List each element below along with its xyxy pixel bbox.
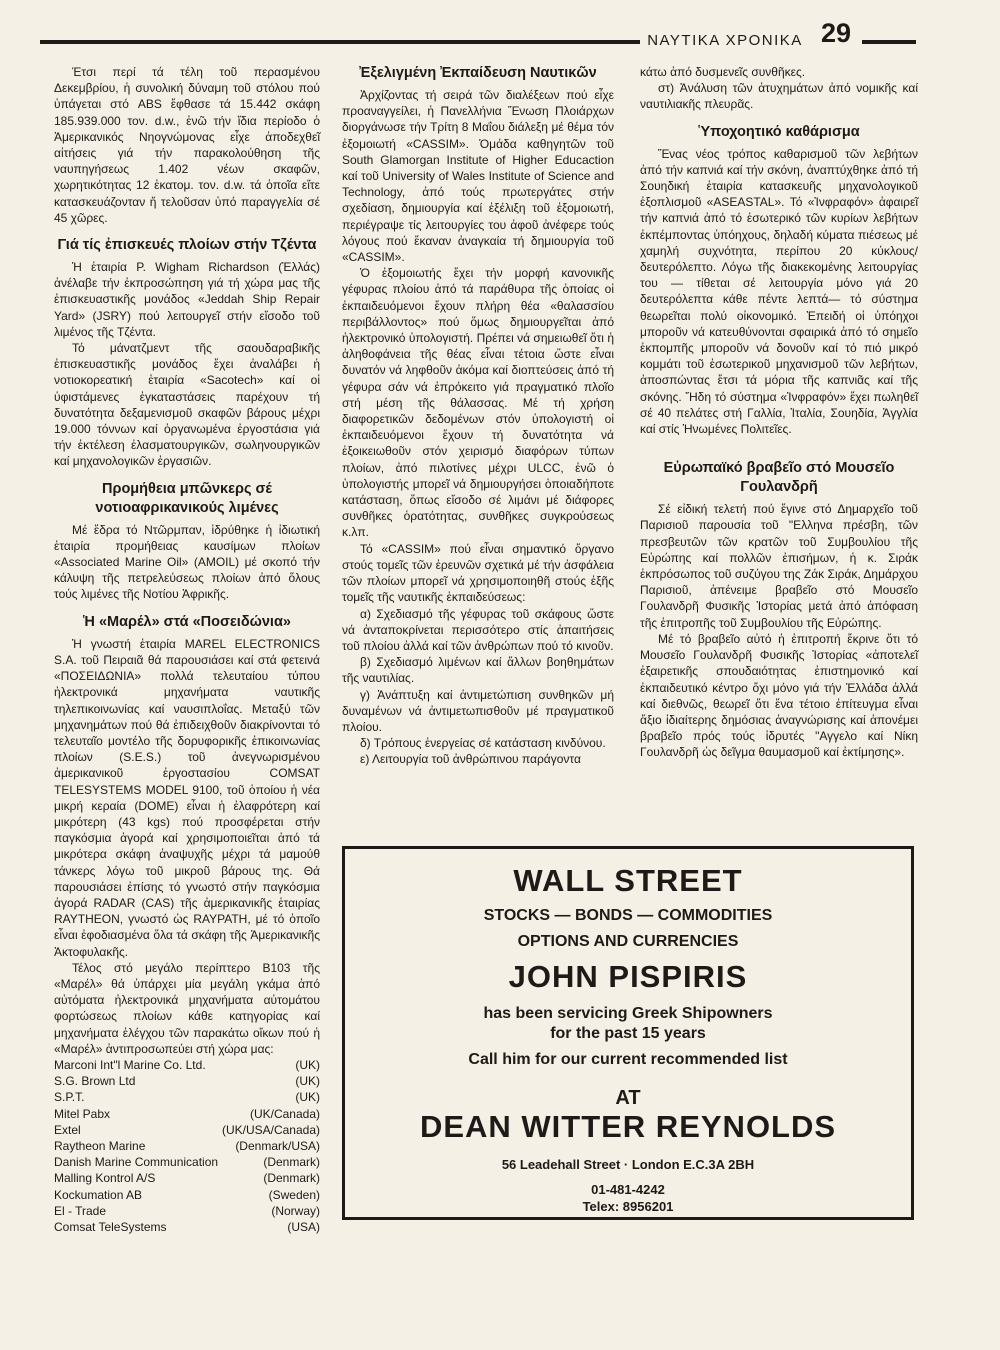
intro-paragraph: Έτσι περί τά τέλη τοῦ περασμένου Δεκεμβρίου, ἡ συνολική δύναμη τοῦ στόλου πού ὑπάγεται στό ABS ἔφθασε τά 15.442 σκάφη 185.939.000 τον. d.w., ἐνῶ τήν ἴδια περίοδο ὁ Ἀμερικανικός Νηογνώμονας εἶχε ἀποδεχθεῖ αἰτήσεις γιά τήν παρακολούθηση τῆς ναυπηγήσεως 1.402 νέων σκαφῶν, χωρητικότητας 12 ἑκατομ. τον. d.w. τά ὁποῖα εἴτε κατασκευάζονταν ἤ τελοῦσαν ὑπό παραγγελία σέ 45 χῶρες. [54,65,320,225]
heading-marel: Ἡ «Μαρέλ» στά «Ποσειδώνια» [83,613,291,630]
ad-stocks-line: STOCKS — BONDS — COMMODITIES [483,907,773,924]
heading-bunkers: Προμήθεια μπῶνκερς σέ νοτιοαφρικανικούς λιμένες [95,480,279,516]
jeddah-paragraph-1: Ἡ ἑταιρία P. Wigham Richardson (Ἑλλάς) ἀνέλαβε τήν ἐκπροσώπηση γιά τή χώρα μας τῆς ἐπισκευαστικῆς μονάδος «Jeddah Ship Repair Yard» (JSRY) πού λειτουργεῖ στήν εἴσοδο τοῦ λιμένος τῆς Τζέντα. [54,260,320,339]
supplier-row: Comsat TeleSystems (USA) [54,1220,320,1234]
supplier-row: Mitel Pabx (UK/Canada) [54,1106,320,1121]
bunkers-paragraph: Μέ ἕδρα τό Ντῶρμπαν, ἱδρύθηκε ἡ ἰδιωτική ἑταιρία προμήθειας καυσίμων πλοίων «Associated Marine Oil» (AMOIL) μέ σκοπό τήν κάλυψη τῆς πετρελεύσεως πλοίων ἀπό ὅλους τούς λιμένες τῆς Νοτίου Ἀφρικῆς. [54,522,320,602]
ad-dean-witter: DEAN WITTER REYNOLDS [419,1109,837,1144]
heading-training: Ἐξελιγμένη Ἐκπαίδευση Ναυτικῶν [359,65,597,81]
ad-years-line: for the past 15 years [550,1025,706,1042]
training-paragraph-1: Ἀρχίζοντας τή σειρά τῶν διαλέξεων πού εἶχε προαναγγείλει, ἡ Πανελλήνια Ἕνωση Πλοιάρχων διοργάνωσε τήν Τρίτη 8 Μαΐου διάλεξη μέ θέμα τόν ἐξομοιωτή «CASSIM». Ὁμάδα καθηγητῶν τοῦ South Glamorgan Institute of Higher Educaction καί τοῦ University of Wales Institute of Science and Technology, ἀπό τούς πρωτεργάτες στήν σχεδίαση, δημιουργία καί ἐξέλιξη τοῦ ἐξομοιωτή, περιέγραψε τίς λειτουργίες του ἀφοῦ ἀνέφερε τούς λόγους πού ἔκαναν ἀναγκαία τή δημιουργία τοῦ «CASSIM». [342,88,614,265]
training-paragraph-2: Ὁ ἐξομοιωτής ἔχει τήν μορφή κανονικῆς γέφυρας πλοίου ἀπό τά παράθυρα τῆς ὁποίας οἱ ἐκπαιδευόμενοι ἔχουν πλήρη θέα «θαλασσίου περιβάλλοντος» πού ὅμως δημιουργεῖται ἀπό ἠλεκτρονικό ὑπολογιστή. Πρέπει νά σημειωθεῖ ὅτι ἡ ἀληθοφάνεια τῆς θέας εἶναι τέτοια ὥστε εἶναι δυνατόν νά ληφθοῦν ἀκόμα καί διοπτεύσεις ἀπό τή γέφυρα σάν νά ἐπρόκειτο γιά πραγματικό πλοῖο στή μέση τῆς θάλασσας. Μέ τή χρήση διαφορετικῶν δεδομένων στόν ὑπολογιστή οἱ ἐκπαιδευόμενοι ἔχουν τή δυνατότητα νά ἐξοικειωθοῦν στόν χειρισμό διαφόρων τύπων πλοίων, ἀπό πιλοτίνες μέχρι ULCC, ἐνῶ ὁ ὑπολογιστής μπορεῖ νά δημιουργήσει ὁποιαδήποτε κατάσταση, ὅπως εἴσοδο σέ λιμάνι μέ διάφορες συνθῆκες ὁρατότητας, συνθῆκες συγκρούσεως κ.λπ. [342,266,614,540]
training-paragraph-3: Τό «CASSIM» πού εἶναι σημαντικό ὄργανο στούς τομεῖς τῶν ἐρευνῶν σχετικά μέ τήν ἀσφάλεια τῶν πλοίων μπορεῖ νά χρησιμοποιηθῆ στούς ἑξῆς τομεῖς τῆς ναυτικῆς ἐκπαιδεύσεως: [342,541,614,605]
ad-servicing-line: has been servicing Greek Shipowners [483,1005,773,1022]
column-right [640,64,918,761]
supplier-row: Extel (UK/USA/Canada) [54,1122,320,1137]
ad-phone: 01-481-4242 [591,1182,665,1197]
supplier-row: Danish Marine Communication (Denmark) [54,1155,320,1170]
supplier-list [54,1057,320,1235]
advertisement-box [342,846,914,1220]
heading-jeddah: Γιά τίς ἐπισκευές πλοίων στήν Τζέντα [57,237,317,254]
ultrasonic-paragraph: Ἕνας νέος τρόπος καθαρισμοῦ τῶν λεβήτων ἀπό τήν καπνιά καί τήν σκόνη, ἀναπτύχθηκε ἀπό τή Σουηδική ἑταιρία κατασκευῆς μηχανολογικοῦ ἐξοπλισμοῦ «ASEASTAL». Τό «Ἰνφραφόν» ἀφαιρεῖ τήν καπνιά ἀπό τό ἐσωτερικό τῶν κυρίων λεβήτων ἐκπέμποντας ὑπόηχους, δηλαδή κύματα πιέσεως μέ χαμηλή συχνότητα, περίπου 20 κύκλους/ δευτερόλεπτο. Λόγω τῆς διακεκομένης λειτουργίας του — τίθεται σέ λειτουργία μόνο γιά 20 δευτερόλεπτα κάθε πέντε λεπτά— τό σύστημα θεωρεῖται πολύ οἰκονομικό. Ἐπειδή οἱ ὑπόηχοι μποροῦν νά κατευθύνονται σφαιρικά ἀπό τό σημεῖο ἐκπομπῆς μποροῦν νά δονοῦν καί τό πιό μικρό κομμάτι τοῦ ἐσωτερικοῦ μηχανισμοῦ τῶν λεβήτων, ἀποσπώντας ἔτσι τά μόρια τῆς καπνιᾶς καί τῆς σκόνης. Ἤδη τό σύστημα «Ἰνφραφόν» ἔχει πωληθεῖ σέ 40 πελάτες στή Γαλλία, Ἰταλία, Σουηδία, Ἀγγλία καί στίς Ἡνωμένες Πολιτεῖες. [640,146,918,437]
ad-telex: Telex: 8956201 [582,1199,674,1214]
column-left [54,64,320,1235]
list-item-st: στ) Ἀνάλυση τῶν ἀτυχημάτων ἀπό νομικῆς καί ναυτιλιακῆς πλευρᾶς. [640,81,918,112]
list-item-e: ε) Λειτουργία τοῦ ἀνθρώπινου παράγοντα [360,752,581,767]
supplier-row: S.P.T. (UK) [54,1090,320,1105]
running-title: ΝΑΥΤΙΚΑ ΧΡΟΝΙΚΑ [647,32,803,49]
ad-call-line: Call him for our current recommended list [468,1051,788,1068]
list-item-b: β) Σχεδιασμό λιμένων καί ἄλλων βοηθημάτων τῆς ναυτιλίας. [342,655,614,686]
supplier-row: Kockumation AB (Sweden) [54,1187,320,1202]
supplier-row: Marconi Int"l Marine Co. Ltd. (UK) [54,1057,320,1072]
page-number: 29 [820,18,852,48]
award-paragraph-1: Σέ εἰδική τελετή πού ἔγινε στό Δημαρχεῖο τοῦ Παρισιοῦ παρουσία τοῦ "Ελληνα πρέσβη, τῶν πρεσβευτῶν τῶν κρατῶν τοῦ Συμβουλίου τῆς Εὐρώπης καί πολλῶν ἐπισήμων, ἡ κ. Σιράκ ἐκπρόσωπος τοῦ συζύγου της Ζάκ Σιράκ, Δημάρχου Παρισιοῦ, ἀπένειμε βραβεῖο στό Μουσεῖο Γουλανδρῆ Φυσικῆς Ἱστορίας μετά ἀπό ἀπόφαση τῆς ἐπιτροπῆς τοῦ Συμβουλίου τῆς Εὐρώπης. [640,502,918,630]
award-paragraph-2: Μέ τό βραβεῖο αὐτό ἡ ἐπιτροπή ἔκρινε ὅτι τό Μουσεῖο Γουλανδρῆ Φυσικῆς Ἱστορίας «ἀποτελεῖ ἐξαιρετικῆς σπουδαιότητας ἐπιστημονικό καί ἐκπαιδευτικό κέντρο ὄχι μόνο γιά τήν Ἑλλάδα ἀλλά καί διεθνῶς, θεωρεῖ ὅτι ἕνα τέτοιο ἐπίτευγμα εἶναι ἄξιο ἰδιαίτερης δημόσιας ἀναγνώρισης καί ἀπονέμει βραβεῖο πρός τούς ἱδρυτές "Αγγελο καί Νίκη Γουλανδρῆ ὡς δεῖγμα θαυμασμοῦ καί ἐκτίμησης». [640,631,918,760]
supplier-row: Raytheon Marine (Denmark/USA) [54,1138,320,1153]
supplier-row: El - Trade (Norway) [54,1203,320,1218]
marel-paragraph-1: Ἡ γνωστή ἑταιρία MAREL ELECTRONICS S.A. τοῦ Πειραιᾶ θά παρουσιάσει καί στά φετεινά «ΠΟΣΕΙΔΩΝΙΑ» πολλά τελευταίου τύπου ἠλεκτρονικά μηχανήματα ναυτικῆς τηλεπικοινωνίας καί ναυσιπλοΐας. Μεταξύ τῶν μηχανημάτων πού θά ἐπιδειχθοῦν διακρίνονται τό τελευταῖο μοντέλο τῆς δορυφορικῆς ἐπικοινωνίας πλοίων (S.E.S.) τοῦ ἀνεγνωρισμένου ἀμερικανικοῦ ἐργοστασίου COMSAT TELESYSTEMS MODEL 9100, τοῦ ὁποίου ἡ νέα μικρή κεραία (DOME) εἶναι ἡ ἐλαφρότερη καί μικρότερη (43 kgs) πού προσφέρεται στήν παγκόσμια ἀγορά καί χρησιμοποιεῖται ἀπό τά μικρότερα σκάφη ἀναψυχῆς μέχρι τά μαμούθ τάνκερς λόγω τοῦ μικροῦ βάρους της. Θά παρουσιάσει ἐπίσης τό γνωστό στήν παγκόσμια ἀγορά RADAR (CAS) τῆς ἀμερικανικῆς ἑταιρίας RAYTHEON, γνωστό ὡς RAYPATH, μέ τό ὁποῖο εἶναι ἐφοδιασμένα ὅλα τά σκάφη τῆς Ἀμερικανικῆς Ἀκτοφυλακῆς. [54,636,320,959]
jeddah-paragraph-2: Τό μάνατζμεντ τῆς σαουδαραβικῆς ἐπισκευαστικῆς μονάδος ἔχει ἀναλάβει ἡ νοτιοκορεατική ἑταιρία «Sacotech» καί οἱ ὑφιστάμενες ἐγκαταστάσεις παρέχουν τή δυνατότητα δεξαμενισμοῦ σκαφῶν βάρους μέχρι 19.000 τόννων καί ὀργανωμένα ἐργοστάσια γιά τήν ἐκτέλεση ἐλασματουργικῶν, σωληνουργικῶν καί μηχανολογικῶν ἐργασιῶν. [54,341,320,469]
heading-award: Εὐρωπαϊκό βραβεῖο στό Μουσεῖο Γουλανδρῆ [663,460,895,496]
ad-john-pispiris: JOHN PISPIRIS [508,959,748,994]
heading-ultrasonic: Ὑποχοητικό καθάρισμα [698,123,860,140]
continued-text: κάτω ἀπό δυσμενεῖς συνθῆκες. [640,65,806,79]
supplier-row: S.G. Brown Ltd (UK) [54,1074,320,1089]
ad-options-line: OPTIONS AND CURRENCIES [517,933,739,950]
ad-at: AT [615,1087,641,1109]
list-item-c: γ) Ἀνάπτυξη καί ἀντιμετώπιση συνθηκῶν μή δυναμένων νά ἀντιμετωπισθοῦν μέ πραγματικοῦ πλοίου. [342,687,614,734]
list-item-a: α) Σχεδιασμό τῆς γέφυρας τοῦ σκάφους ὥστε νά ἀνταποκρίνεται περισσότερο στίς ἀπαιτήσεις τοῦ πλοίου ἀλλά καί τῶν ἀνθρώπων πού τό κινοῦν. [342,606,614,653]
list-item-d: δ) Τρόπους ἐνεργείας σέ κατάσταση κινδύνου. [360,736,606,751]
supplier-row: Malling Kontrol A/S (Denmark) [54,1171,320,1186]
marel-paragraph-2: Τέλος στό μεγάλο περίπτερο B103 τῆς «Μαρέλ» θά ὑπάρχει μία μεγάλη γκάμα ἀπό αὐτόματα ἠλεκτρονικά μηχανήματα αὐτομάτου φορτώσεως πλοίων κάθε κατηγορίας καί μηχανήματα ἐλέγχου τῶν παρακάτω οἴκων πού ἡ «Μαρέλ» ἀντιπροσωπεύει στή χώρα μας: [54,960,320,1056]
header-rule-right [862,40,916,44]
ad-address: 56 Leadehall Street · London E.C.3A 2BH [501,1157,755,1172]
header-rule-left [40,40,640,44]
ad-wall-street: WALL STREET [513,863,743,898]
column-middle [342,64,614,768]
